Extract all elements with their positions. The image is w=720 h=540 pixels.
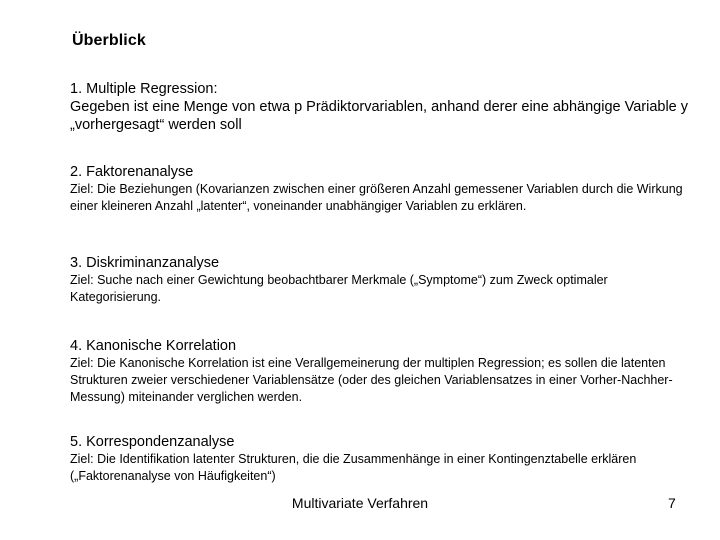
section-kanonische-korrelation <box>70 337 690 406</box>
section-body: Ziel: Die Beziehungen (Kovarianzen zwischen einer größeren Anzahl gemessener Variablen durch die Wirkung einer kleineren Anzahl „latenter“, voneinander unabhängiger Variablen zu erklären. <box>70 182 683 213</box>
section-heading: 3. Diskriminanzanalyse <box>70 255 220 271</box>
section-multiple-regression <box>70 80 690 134</box>
section-korrespondenzanalyse <box>70 433 690 485</box>
section-body: Ziel: Die Identifikation latenter Strukturen, die die Zusammenhänge in einer Kontingenztabelle erklären („Faktorenanalyse von Häufigkeiten“) <box>70 452 637 483</box>
page-number: 7 <box>668 495 676 511</box>
section-heading: 1. Multiple Regression: <box>70 81 218 97</box>
section-heading: 4. Kanonische Korrelation <box>70 338 237 354</box>
section-diskriminanzanalyse <box>70 254 690 306</box>
section-body: Ziel: Die Kanonische Korrelation ist eine Verallgemeinerung der multiplen Regression; es sollen die latenten Strukturen zweier verschiedener Variablensätze (oder des gleichen Variablensatzes in einer Vorher-Nachher-Messung) miteinander verglichen werden. <box>70 356 673 404</box>
slide-title: Überblick <box>72 32 146 49</box>
footer-title: Multivariate Verfahren <box>291 495 429 511</box>
section-heading: 5. Korrespondenzanalyse <box>70 434 235 450</box>
section-body: Gegeben ist eine Menge von etwa p Prädiktorvariablen, anhand derer eine abhängige Variable y „vorhergesagt“ werden soll <box>70 99 689 133</box>
section-heading: 2. Faktorenanalyse <box>70 164 194 180</box>
section-faktorenanalyse <box>70 163 690 215</box>
section-body: Ziel: Suche nach einer Gewichtung beobachtbarer Merkmale („Symptome“) zum Zweck optimaler Kategorisierung. <box>70 273 608 304</box>
